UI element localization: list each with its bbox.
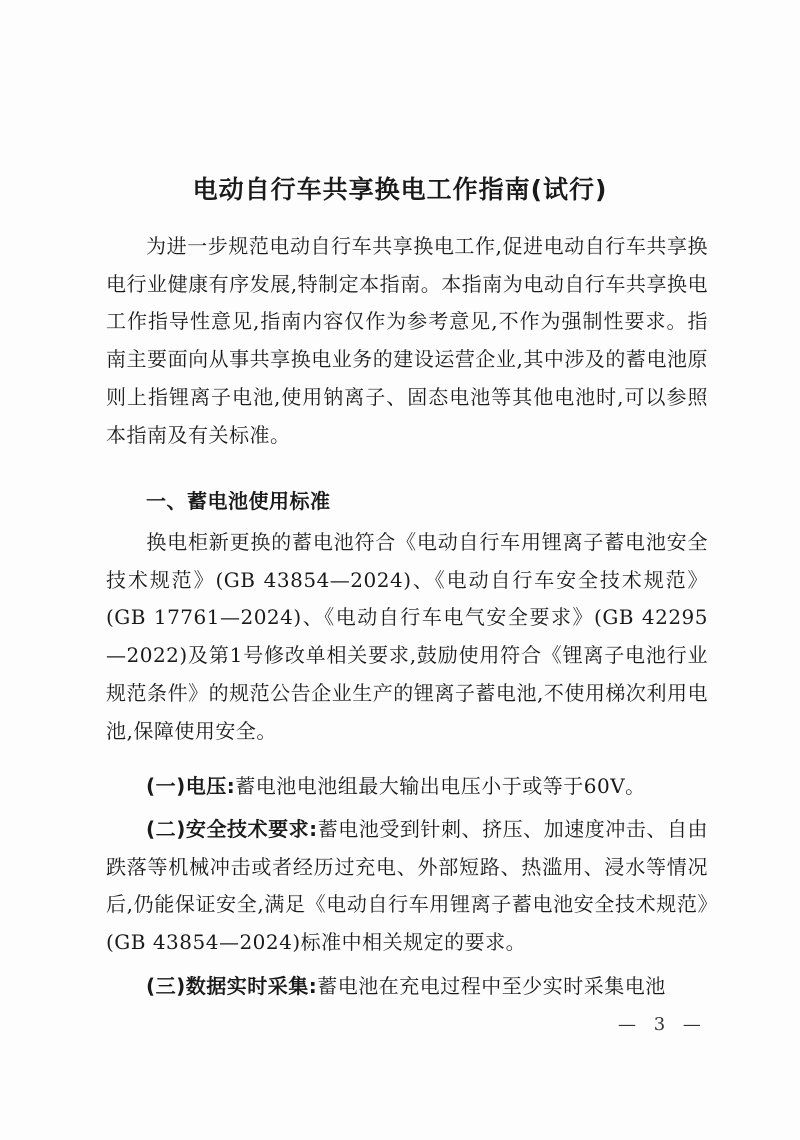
item-lead: (二)安全技术要求: bbox=[146, 817, 318, 841]
item-voltage bbox=[106, 768, 708, 806]
page-number: — 3 — bbox=[618, 1014, 707, 1035]
item-safety bbox=[106, 811, 708, 962]
item-data-collection bbox=[106, 968, 708, 1006]
item-text: 蓄电池电池组最大输出电压小于或等于60V。 bbox=[235, 774, 646, 798]
section-body-text: 换电柜新更换的蓄电池符合《电动自行车用锂离子蓄电池安全技术规范》(GB 43854—2024)、《电动自行车安全技术规范》(GB 17761—2024)、《电动自行车电气安全要求》(GB 42295—2022)及第1号修改单相关要求,鼓励使用符合《锂离子电池行业规范条件》的规范公告企业生产的锂离子蓄电池,不使用梯次利用电池,保障使用安全。 bbox=[106, 530, 708, 743]
section-heading bbox=[106, 485, 331, 514]
item-text: 蓄电池受到针刺、挤压、加速度冲击、自由跌落等机械冲击或者经历过充电、外部短路、热滥用、浸水等情况后,仍能保证安全,满足《电动自行车用锂离子蓄电池安全技术规范》(GB 43854—2024)标准中相关规定的要求。 bbox=[106, 817, 708, 955]
item-lead: (一)电压: bbox=[146, 774, 236, 798]
item-text: 蓄电池在充电过程中至少实时采集电池 bbox=[317, 974, 666, 998]
document-title: 电动自行车共享换电工作指南(试行) bbox=[192, 175, 608, 204]
section-body-paragraph bbox=[106, 524, 708, 750]
intro-text: 为进一步规范电动自行车共享换电工作,促进电动自行车共享换电行业健康有序发展,特制定本指南。本指南为电动自行车共享换电工作指导性意见,指南内容仅作为参考意见,不作为强制性要求。指南主要面向从事共享换电业务的建设运营企业,其中涉及的蓄电池原则上指锂离子电池,使用钠离子、固态电池等其他电池时,可以参照本指南及有关标准。 bbox=[106, 234, 708, 447]
section-heading-text: 一、蓄电池使用标准 bbox=[146, 489, 331, 513]
item-lead: (三)数据实时采集: bbox=[146, 974, 318, 998]
intro-paragraph bbox=[106, 228, 708, 454]
